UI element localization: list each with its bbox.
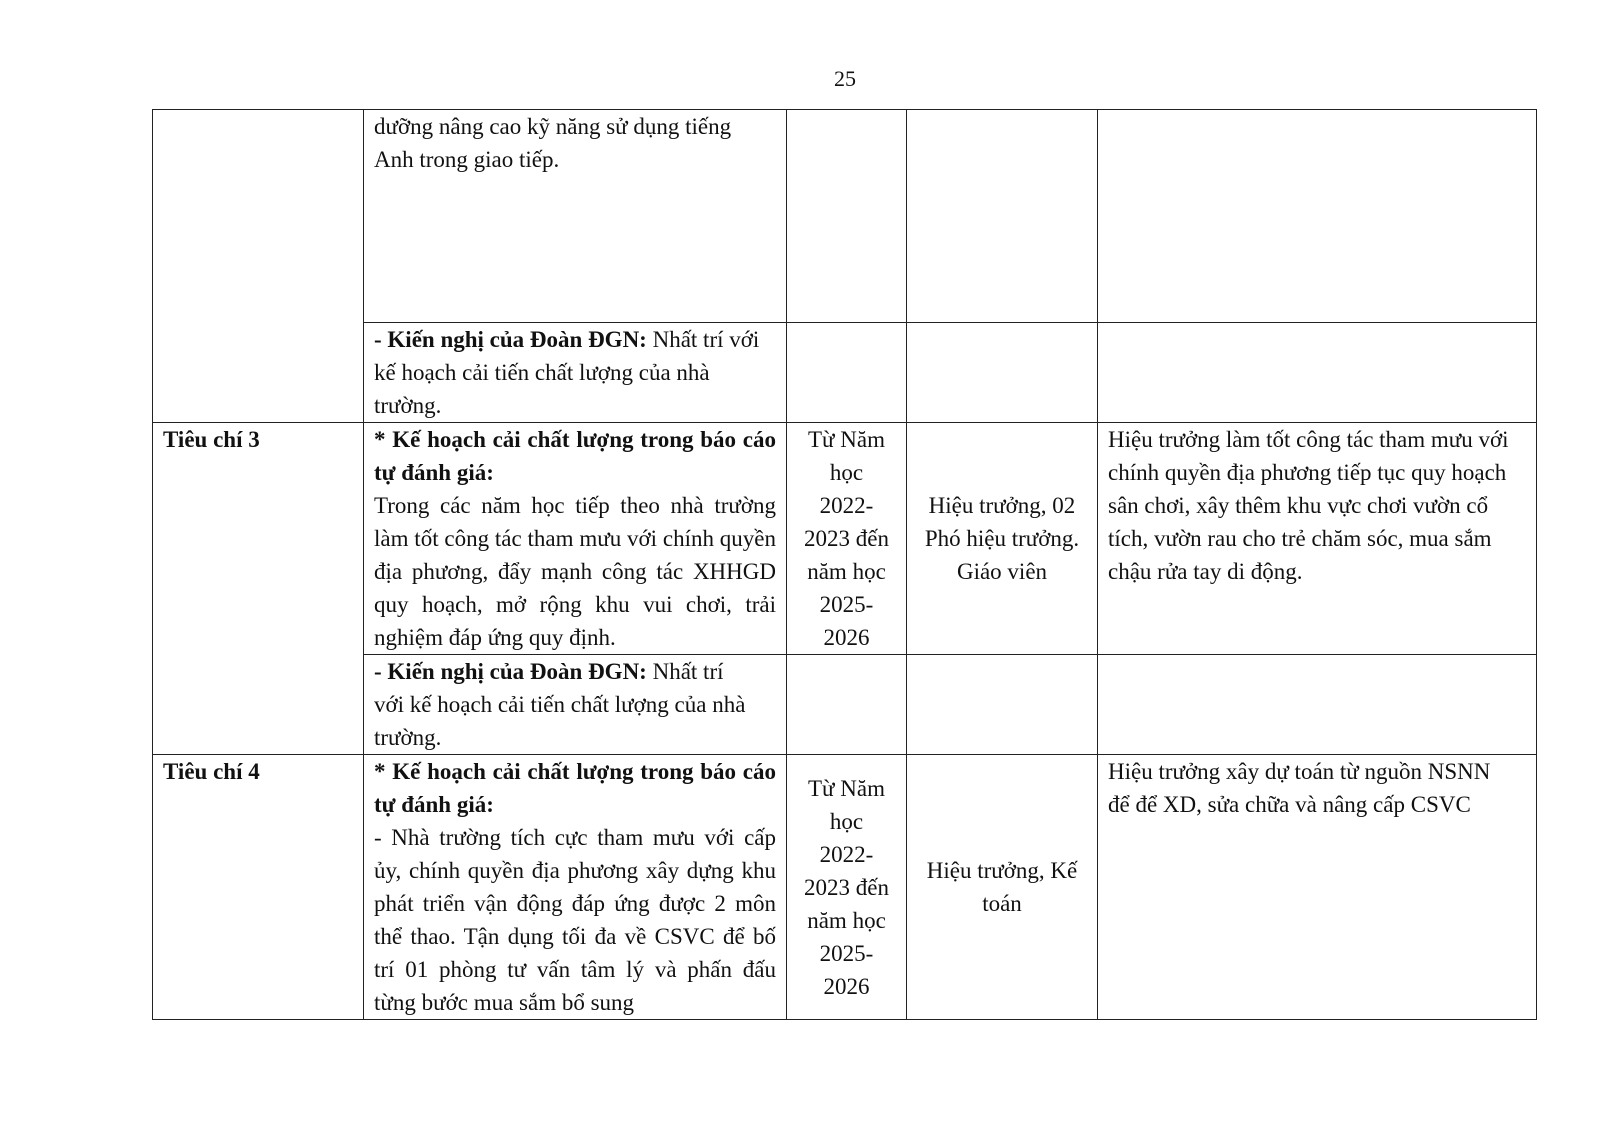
actions-cell xyxy=(1098,110,1537,323)
table-row xyxy=(153,110,1537,323)
time-line: 2026 xyxy=(823,973,870,999)
time-cell xyxy=(787,755,907,1020)
responsible-line: Phó hiệu trưởng. xyxy=(924,526,1080,551)
actions-cell xyxy=(1098,323,1537,423)
recommendation-text: Nhất trí xyxy=(646,659,724,684)
time-line: Từ Năm xyxy=(808,775,885,801)
time-line: 2022- xyxy=(819,493,874,518)
time-line: 2026 xyxy=(823,625,870,650)
recommendation-label: - Kiến nghị của Đoàn ĐGN: xyxy=(374,659,647,684)
time-line: 2022- xyxy=(819,841,874,867)
recommendation-line: trường. xyxy=(374,393,442,418)
time-cell xyxy=(787,655,907,755)
quality-improvement-table xyxy=(152,109,1537,1020)
actions-line: Hiệu trưởng xây dự toán từ nguồn NSNN xyxy=(1108,759,1491,784)
plan-line: dưỡng nâng cao kỹ năng sử dụng tiếng xyxy=(374,114,732,139)
recommendation-cell xyxy=(364,655,787,755)
plan-title: * Kế hoạch cải chất lượng trong báo cáo tự đánh giá: xyxy=(374,427,776,485)
plan-line: Anh trong giao tiếp. xyxy=(374,147,560,172)
responsible-line: Hiệu trưởng, 02 xyxy=(928,493,1076,518)
recommendation-text: Nhất trí với xyxy=(646,327,760,352)
recommendation-line: trường. xyxy=(374,725,442,750)
responsible-cell xyxy=(907,423,1098,655)
table-row xyxy=(153,755,1537,1020)
actions-line: để để XD, sửa chữa và nâng cấp CSVC xyxy=(1108,792,1471,817)
plan-title: * Kế hoạch cải chất lượng trong báo cáo tự đánh giá: xyxy=(374,759,776,817)
table-row xyxy=(153,423,1537,655)
time-cell xyxy=(787,110,907,323)
plan-cell xyxy=(364,110,787,323)
time-line: học xyxy=(829,808,864,834)
responsible-line: Giáo viên xyxy=(956,559,1048,584)
responsible-cell xyxy=(907,323,1098,423)
time-line: học xyxy=(829,460,864,485)
time-line: 2025- xyxy=(819,592,874,617)
time-line: năm học xyxy=(807,559,886,584)
responsible-cell xyxy=(907,755,1098,1020)
responsible-cell xyxy=(907,110,1098,323)
plan-body: - Nhà trường tích cực tham mưu với cấp ủy, chính quyền địa phương xây dựng khu phát triển vận động đáp ứng được 2 môn thể thao. Tận dụng tối đa về CSVC để bố trí 01 phòng tư vấn tâm lý và phấn đấu từng bước mua sắm bổ sung xyxy=(374,825,776,1015)
recommendation-cell xyxy=(364,323,787,423)
criterion-cell: Tiêu chí 4 xyxy=(153,755,364,1020)
recommendation-line: kế hoạch cải tiến chất lượng của nhà xyxy=(374,360,710,385)
plan-cell xyxy=(364,423,787,655)
time-line: 2023 đến xyxy=(804,874,889,900)
time-line: 2025- xyxy=(819,940,874,966)
time-line: 2023 đến xyxy=(804,526,889,551)
responsible-cell xyxy=(907,655,1098,755)
time-cell xyxy=(787,423,907,655)
criterion-cell: Tiêu chí 3 xyxy=(153,423,364,755)
time-cell xyxy=(787,323,907,423)
time-line: năm học xyxy=(807,907,886,933)
responsible-line: Hiệu trưởng, Kế xyxy=(926,858,1078,883)
plan-body: Trong các năm học tiếp theo nhà trường làm tốt công tác tham mưu với chính quyền địa phương, đẩy mạnh công tác XHHGD quy hoạch, mở rộng khu vui chơi, trải nghiệm đáp ứng quy định. xyxy=(374,493,776,650)
actions-cell: Hiệu trưởng làm tốt công tác tham mưu với chính quyền địa phương tiếp tục quy hoạch sân chơi, xây thêm khu vực chơi vườn cổ tích, vườn rau cho trẻ chăm sóc, mua sắm chậu rửa tay di động. xyxy=(1098,423,1537,655)
recommendation-line: với kế hoạch cải tiến chất lượng của nhà xyxy=(374,692,746,717)
actions-cell xyxy=(1098,755,1537,1020)
time-line: Từ Năm xyxy=(808,427,885,452)
responsible-line: toán xyxy=(982,891,1022,916)
plan-cell xyxy=(364,755,787,1020)
recommendation-label: - Kiến nghị của Đoàn ĐGN: xyxy=(374,327,647,352)
actions-cell xyxy=(1098,655,1537,755)
criterion-cell xyxy=(153,110,364,423)
page-number: 25 xyxy=(834,66,856,91)
